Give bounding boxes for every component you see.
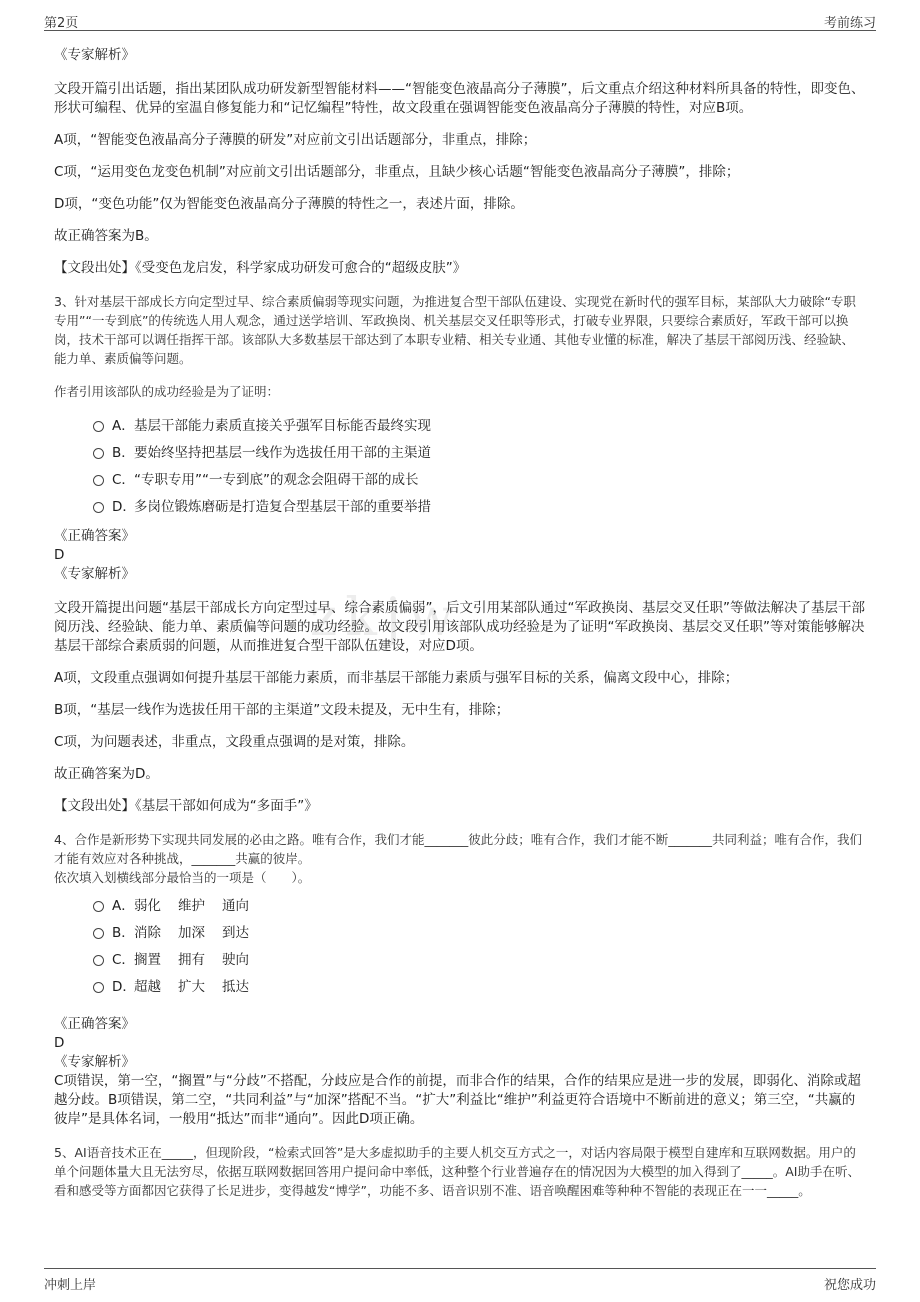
option-c-analysis: C项，为问题表述，非重点，文段重点强调的是对策，排除。	[54, 734, 415, 750]
option-c[interactable]: C．“专职专用”“一专到底”的观念会阻碍干部的成长	[54, 467, 866, 494]
expert-analysis-label: 《专家解析》	[54, 47, 135, 63]
expert-analysis-label: 《专家解析》	[54, 566, 135, 582]
footer-left: 冲刺上岸	[44, 1278, 97, 1293]
option-c-analysis: C项，“运用变色龙变色机制”对应前文引出话题部分，非重点，且缺少核心话题“智能变色液晶高分子薄膜”，排除；	[54, 164, 740, 180]
page-header	[44, 10, 876, 31]
radio-icon[interactable]	[93, 982, 104, 993]
option-a[interactable]: A．弱化 维护 通向	[54, 893, 866, 920]
correct-answer-label: 《正确答案》	[54, 528, 135, 544]
watermark: zkjw	[310, 588, 462, 648]
page-number: 第2页	[44, 16, 79, 31]
option-a-analysis: A项，“智能变色液晶高分子薄膜的研发”对应前文引出话题部分，非重点，排除；	[54, 132, 537, 148]
option-b[interactable]: B．要始终坚持把基层一线作为选拔任用干部的主渠道	[54, 440, 866, 467]
question-3-options	[54, 413, 866, 521]
analysis-paragraph: 文段开篇引出话题，指出某团队成功研发新型智能材料——“智能变色液晶高分子薄膜”，后文重点介绍这种材料所具备的特性，即变色、形状可编程、优异的室温自修复能力和“记忆编程”特性，故文段重在强调智能变色液晶高分子薄膜的特性，对应B项。	[54, 81, 865, 116]
analysis-paragraph: C项错误，第一空，“搁置”与“分歧”不搭配，分歧应是合作的前提，而非合作的结果，合作的结果应是进一步的发展，即弱化、消除或超越分歧。B项错误，第二空，“共同利益”与“加深”搭配不当。“扩大”利益比“维护”利益更符合语境中不断前进的意义；第三空，“共赢的彼岸”是具体名词，一般用“抵达”而非“通向”。因此D项正确。	[54, 1073, 861, 1127]
radio-icon[interactable]	[93, 928, 104, 939]
source-citation: 【文段出处】《受变色龙启发，科学家成功研发可愈合的“超级皮肤”》	[54, 260, 467, 276]
question-3-stem: 3、针对基层干部成长方向定型过早、综合素质偏弱等现实问题，为推进复合型干部队伍建设、实现党在新时代的强军目标，某部队大力破除“专职专用”“一专到底”的传统选人用人观念，通过送学培训、军政换岗、机关基层交叉任职等形式，打破专业界限，只要综合素质好，军政干部可以换岗，技术干部可以调任指挥干部。该部队大多数基层干部达到了本职专业精、相关专业通、其他专业懂的标准，解决了基层干部阅历浅、经验缺、能力单、素质偏等问题。	[54, 294, 856, 366]
radio-icon[interactable]	[93, 901, 104, 912]
option-d[interactable]: D．超越 扩大 抵达	[54, 974, 866, 1001]
analysis-paragraph: 文段开篇提出问题“基层干部成长方向定型过早、综合素质偏弱”，后文引用某部队通过“军政换岗、基层交叉任职”等做法解决了基层干部阅历浅、经验缺、能力单、素质偏等问题的成功经验。故文段引用该部队成功经验是为了证明“军政换岗、基层交叉任职”等对策能够解决基层干部综合素质弱的问题，从而推进复合型干部队伍建设，对应D项。	[54, 600, 865, 654]
document-body	[54, 40, 866, 1200]
radio-icon[interactable]	[93, 448, 104, 459]
question-4-stem: 4、合作是新形势下实现共同发展的必由之路。唯有合作，我们才能_______彼此分歧；唯有合作，我们才能不断_______共同利益；唯有合作，我们才能有效应对各种挑战，_______共赢的彼岸。	[54, 832, 862, 866]
radio-icon[interactable]	[93, 955, 104, 966]
question-5-stem: 5、AI语音技术正在_____，但现阶段，“检索式回答”是大多虚拟助手的主要人机交互方式之一，对话内容局限于模型自建库和互联网数据。用户的单个问题体量大且无法穷尽，依据互联网数据回答用户提问命中率低，这种整个行业普遍存在的情况因为大模型的加入得到了_____。AI助手在听、看和感受等方面都因它获得了长足进步，变得越发“博学”，功能不多、语音识别不准、语音唤醒困难等种种不智能的表现正在一一_____。	[54, 1145, 860, 1198]
conclusion: 故正确答案为B。	[54, 228, 158, 244]
conclusion: 故正确答案为D。	[54, 766, 159, 782]
option-b-analysis: B项，“基层一线作为选拔任用干部的主渠道”文段未提及，无中生有，排除；	[54, 702, 510, 718]
header-title: 考前练习	[823, 16, 876, 31]
option-b[interactable]: B．消除 加深 到达	[54, 920, 866, 947]
option-a-analysis: A项，文段重点强调如何提升基层干部能力素质，而非基层干部能力素质与强军目标的关系，偏离文段中心，排除；	[54, 670, 739, 686]
option-d[interactable]: D．多岗位锻炼磨砺是打造复合型基层干部的重要举措	[54, 494, 866, 521]
radio-icon[interactable]	[93, 421, 104, 432]
option-c[interactable]: C．搁置 拥有 驶向	[54, 947, 866, 974]
question-3-prompt: 作者引用该部队的成功经验是为了证明：	[54, 384, 280, 399]
option-a[interactable]: A．基层干部能力素质直接关乎强军目标能否最终实现	[54, 413, 866, 440]
footer-right: 祝您成功	[823, 1278, 876, 1293]
option-d-analysis: D项，“变色功能”仅为智能变色液晶高分子薄膜的特性之一，表述片面，排除。	[54, 196, 524, 212]
correct-answer: D	[54, 547, 65, 563]
question-4-options	[54, 893, 866, 1001]
radio-icon[interactable]	[93, 475, 104, 486]
source-citation: 【文段出处】《基层干部如何成为“多面手”》	[54, 798, 318, 814]
radio-icon[interactable]	[93, 502, 104, 513]
page-footer	[44, 1268, 876, 1293]
expert-analysis-label: 《专家解析》	[54, 1054, 135, 1070]
question-4-prompt: 依次填入划横线部分最恰当的一项是（ ）。	[54, 870, 311, 885]
correct-answer: D	[54, 1035, 65, 1051]
correct-answer-label: 《正确答案》	[54, 1016, 135, 1032]
